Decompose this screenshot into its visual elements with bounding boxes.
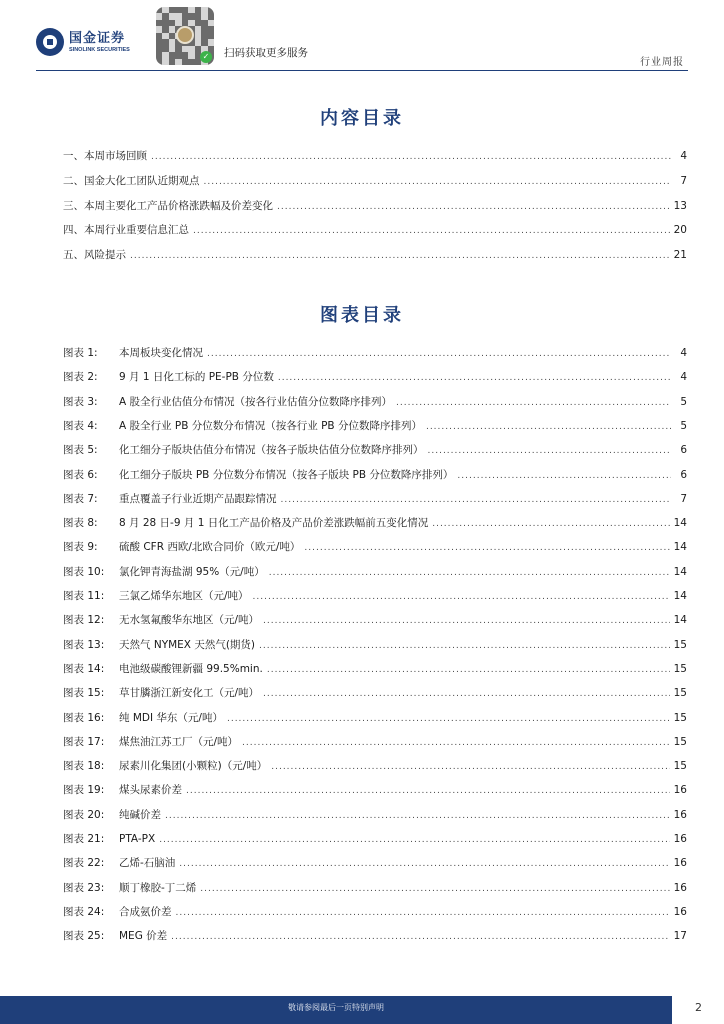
figure-number: 图表 24: xyxy=(63,905,105,918)
entry-label: 五、风险提示 xyxy=(63,249,126,262)
brand-name-en: SINOLINK SECURITIES xyxy=(69,46,130,53)
entry-label: 煤焦油江苏工厂（元/吨） xyxy=(119,735,239,748)
contents-entry[interactable] xyxy=(63,247,687,265)
entry-page-number: 16 xyxy=(673,784,687,797)
entry-label: 无水氢氟酸华东地区（元/吨） xyxy=(119,614,260,627)
dot-leader xyxy=(151,152,671,162)
figure-entry[interactable] xyxy=(63,710,687,728)
dot-leader xyxy=(130,251,670,261)
qr-code-icon[interactable] xyxy=(156,7,214,65)
figure-number: 图表 1: xyxy=(63,347,98,359)
figure-entry[interactable] xyxy=(63,418,687,436)
figure-number: 图表 14: xyxy=(63,662,105,675)
figure-entry[interactable] xyxy=(63,685,687,703)
entry-label: 9 月 1 日化工标的 PE-PB 分位数 xyxy=(119,371,274,384)
entry-page-number: 15 xyxy=(673,711,687,724)
entry-label: 氯化钾青海盐湖 95%（元/吨） xyxy=(119,565,265,578)
figure-entry[interactable] xyxy=(63,515,687,533)
figure-number: 图表 21: xyxy=(63,833,105,845)
entry-label: 化工细分子版块估值分布情况（按各子版块估值分位数降序排列） xyxy=(119,444,424,457)
dot-leader xyxy=(281,495,672,505)
entry-page-number: 14 xyxy=(673,590,687,602)
dot-leader xyxy=(426,422,671,432)
figure-number: 图表 13: xyxy=(63,638,105,651)
dot-leader xyxy=(267,665,670,675)
dot-leader xyxy=(277,202,670,212)
figure-number: 图表 22: xyxy=(63,857,105,870)
dot-leader xyxy=(200,884,669,894)
dot-leader xyxy=(179,859,669,869)
dot-leader xyxy=(432,519,669,529)
figure-number: 图表 20: xyxy=(63,808,105,821)
entry-label: MEG 价差 xyxy=(119,930,168,943)
entry-label: 重点覆盖子行业近期产品跟踪情况 xyxy=(119,492,277,505)
figure-number: 图表 4: xyxy=(63,419,98,432)
figure-entry[interactable] xyxy=(63,539,687,557)
contents-entry[interactable] xyxy=(63,173,687,191)
qr-center-logo xyxy=(176,26,194,44)
page-number: 2 xyxy=(695,1001,702,1014)
figure-number: 图表 2: xyxy=(63,371,98,384)
figure-entry[interactable] xyxy=(63,394,687,412)
figure-entry[interactable] xyxy=(63,467,687,485)
entry-page-number: 7 xyxy=(680,174,687,187)
dot-leader xyxy=(176,908,670,918)
entry-label: 草甘膦浙江新安化工（元/吨） xyxy=(119,687,260,700)
contents-title: 内容目录 xyxy=(320,108,404,129)
entry-label: 煤头尿素价差 xyxy=(119,784,182,797)
figure-number: 图表 16: xyxy=(63,711,105,724)
page-header xyxy=(0,0,724,70)
entry-label: 合成氨价差 xyxy=(119,905,172,918)
dot-leader xyxy=(207,349,671,359)
dot-leader xyxy=(263,616,670,626)
dot-leader xyxy=(204,177,672,187)
figure-number: 图表 11: xyxy=(63,590,105,602)
figure-entry[interactable] xyxy=(63,807,687,825)
figure-entry[interactable] xyxy=(63,588,687,606)
entry-page-number: 14 xyxy=(673,614,687,627)
figure-entry[interactable] xyxy=(63,782,687,800)
entry-label: 电池级碳酸锂新疆 99.5%min. xyxy=(119,662,263,675)
header-divider xyxy=(36,70,688,71)
logo-wordmark xyxy=(69,31,130,54)
contents-entry[interactable] xyxy=(63,198,687,216)
figure-number: 图表 18: xyxy=(63,760,105,773)
figure-entry[interactable] xyxy=(63,564,687,582)
figure-entry[interactable] xyxy=(63,831,687,849)
entry-page-number: 16 xyxy=(673,833,687,845)
entry-page-number: 6 xyxy=(680,468,687,481)
dot-leader xyxy=(271,762,669,772)
dot-leader xyxy=(269,568,670,578)
dot-leader xyxy=(278,373,671,383)
dot-leader xyxy=(186,786,670,796)
figure-number: 图表 10: xyxy=(63,565,105,578)
figure-entry[interactable] xyxy=(63,855,687,873)
entry-page-number: 14 xyxy=(673,541,687,554)
figure-number: 图表 8: xyxy=(63,517,98,530)
figure-entry[interactable] xyxy=(63,369,687,387)
entry-label: 8 月 28 日-9 月 1 日化工产品价格及产品价差涨跌幅前五变化情况 xyxy=(119,517,429,530)
figure-entry[interactable] xyxy=(63,612,687,630)
entry-label: 四、本周行业重要信息汇总 xyxy=(63,224,189,237)
entry-page-number: 16 xyxy=(673,857,687,870)
entry-label: 一、本周市场回顾 xyxy=(63,150,147,162)
entry-label: 二、国金大化工团队近期观点 xyxy=(63,174,200,187)
entry-page-number: 15 xyxy=(673,760,687,773)
dot-leader xyxy=(165,811,670,821)
entry-label: 硫酸 CFR 西欧/北欧合同价（欧元/吨） xyxy=(119,541,301,554)
brand-name-cn: 国金证券 xyxy=(69,30,126,46)
entry-page-number: 16 xyxy=(673,808,687,821)
figure-number: 图表 7: xyxy=(63,492,98,505)
entry-page-number: 15 xyxy=(673,687,687,700)
dot-leader xyxy=(193,226,670,236)
entry-page-number: 16 xyxy=(673,905,687,918)
entry-page-number: 15 xyxy=(673,638,687,651)
figure-entry[interactable] xyxy=(63,345,687,363)
entry-label: A 股全行业 PB 分位数分布情况（按各行业 PB 分位数降序排列） xyxy=(119,419,422,432)
dot-leader xyxy=(428,446,672,456)
entry-label: 乙烯-石脑油 xyxy=(119,857,176,870)
qr-caption: 扫码获取更多服务 xyxy=(224,47,308,59)
entry-page-number: 21 xyxy=(673,249,687,262)
dot-leader xyxy=(263,689,670,699)
entry-page-number: 5 xyxy=(680,419,687,432)
figure-number: 图表 15: xyxy=(63,687,105,700)
entry-page-number: 7 xyxy=(680,492,687,505)
entry-label: 尿素川化集团(小颗粒)（元/吨） xyxy=(119,760,268,773)
figure-entry[interactable] xyxy=(63,661,687,679)
entry-label: PTA-PX xyxy=(119,833,156,845)
dot-leader xyxy=(253,592,670,602)
figure-entry[interactable] xyxy=(63,734,687,752)
entry-label: 本周板块变化情况 xyxy=(119,347,203,359)
entry-page-number: 14 xyxy=(673,517,687,530)
entry-page-number: 14 xyxy=(673,565,687,578)
entry-page-number: 13 xyxy=(673,199,687,212)
contents-entry[interactable] xyxy=(63,148,687,166)
figure-entry[interactable] xyxy=(63,758,687,776)
figure-entry[interactable] xyxy=(63,928,687,946)
entry-label: 纯碱价差 xyxy=(119,808,161,821)
entry-page-number: 4 xyxy=(680,371,687,384)
footer-disclaimer: 敬请参阅最后一页特别声明 xyxy=(288,1003,384,1012)
entry-label: 纯 MDI 华东（元/吨） xyxy=(119,711,223,724)
figure-number: 图表 3: xyxy=(63,395,98,408)
brand-logo xyxy=(36,28,130,56)
figure-number: 图表 17: xyxy=(63,735,105,748)
dot-leader xyxy=(171,932,669,942)
dot-leader xyxy=(457,471,671,481)
dot-leader xyxy=(242,738,670,748)
entry-page-number: 15 xyxy=(673,735,687,748)
entry-page-number: 5 xyxy=(680,395,687,408)
figure-number: 图表 25: xyxy=(63,930,105,943)
dot-leader xyxy=(396,398,671,408)
entry-label: 三氯乙烯华东地区（元/吨） xyxy=(119,590,249,602)
entry-label: A 股全行业估值分布情况（按各行业估值分位数降序排列） xyxy=(119,395,393,408)
figure-entry[interactable] xyxy=(63,637,687,655)
contents-entry[interactable] xyxy=(63,222,687,240)
entry-page-number: 20 xyxy=(673,224,687,237)
entry-page-number: 6 xyxy=(680,444,687,457)
logo-icon xyxy=(36,28,64,56)
figure-entry[interactable] xyxy=(63,442,687,460)
figure-number: 图表 12: xyxy=(63,614,105,627)
report-type-label: 行业周报 xyxy=(640,57,684,68)
figure-number: 图表 6: xyxy=(63,468,98,481)
dot-leader xyxy=(304,543,669,553)
dot-leader xyxy=(227,714,670,724)
figure-entry[interactable] xyxy=(63,491,687,509)
entry-page-number: 15 xyxy=(673,662,687,675)
figure-number: 图表 23: xyxy=(63,881,105,894)
entry-page-number: 16 xyxy=(673,881,687,894)
entry-page-number: 4 xyxy=(680,150,687,162)
entry-label: 三、本周主要化工产品价格涨跌幅及价差变化 xyxy=(63,199,273,212)
figures-title: 图表目录 xyxy=(320,305,404,326)
figure-entry[interactable] xyxy=(63,904,687,922)
wechat-badge-icon: ✓ xyxy=(200,51,212,63)
dot-leader xyxy=(159,835,669,845)
entry-label: 化工细分子版块 PB 分位数分布情况（按各子版块 PB 分位数降序排列） xyxy=(119,468,454,481)
entry-label: 天然气 NYMEX 天然气(期货) xyxy=(119,638,256,651)
figure-entry[interactable] xyxy=(63,880,687,898)
figure-number: 图表 9: xyxy=(63,541,98,554)
figure-number: 图表 19: xyxy=(63,784,105,797)
figure-number: 图表 5: xyxy=(63,444,98,457)
entry-page-number: 17 xyxy=(673,930,687,943)
entry-label: 顺丁橡胶-丁二烯 xyxy=(119,881,197,894)
dot-leader xyxy=(259,641,670,651)
entry-page-number: 4 xyxy=(680,347,687,359)
